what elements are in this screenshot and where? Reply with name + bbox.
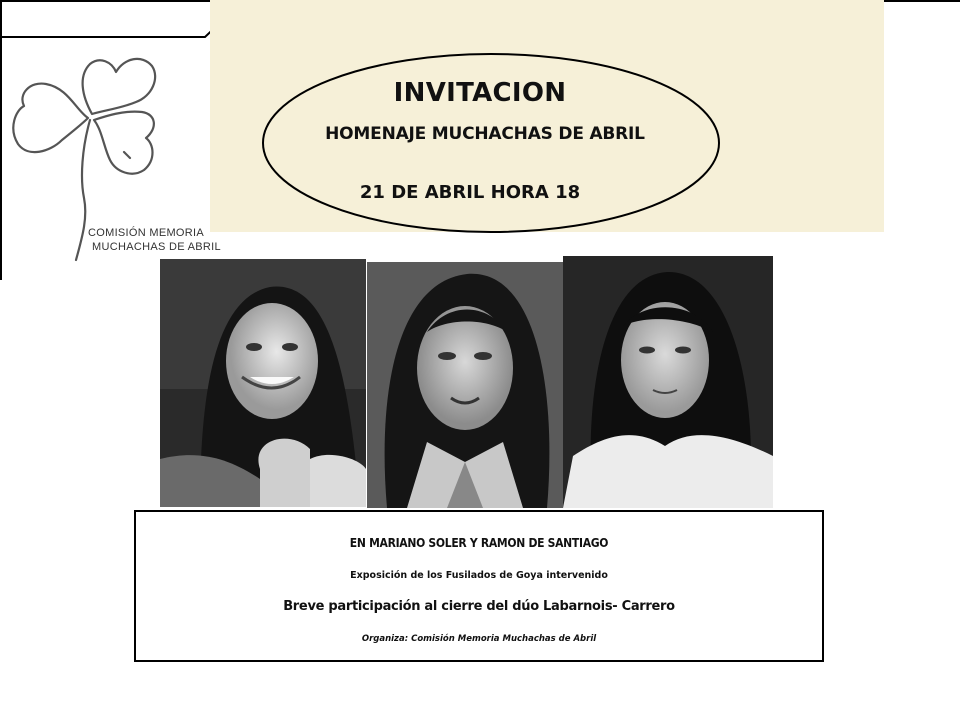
event-location: EN MARIANO SOLER Y RAMON DE SANTIAGO bbox=[349, 536, 609, 550]
event-details-box bbox=[134, 510, 824, 662]
event-datetime: 21 DE ABRIL HORA 18 bbox=[359, 182, 581, 203]
logo-line-1: COMISIÓN MEMORIA bbox=[88, 227, 205, 239]
top-rule bbox=[884, 0, 960, 2]
portrait-photo-3 bbox=[563, 256, 773, 508]
invitation-title: INVITACION bbox=[393, 78, 567, 108]
portrait-photo-2 bbox=[367, 262, 563, 508]
event-subtitle: HOMENAJE MUCHACHAS DE ABRIL bbox=[325, 124, 645, 144]
event-exhibition: Exposición de los Fusilados de Goya intervenido bbox=[350, 570, 608, 581]
event-music: Breve participación al cierre del dúo Labarnois- Carrero bbox=[283, 599, 675, 614]
portrait-photo-1 bbox=[160, 259, 366, 507]
logo-caption bbox=[88, 226, 221, 254]
logo-line-2: MUCHACHAS DE ABRIL bbox=[92, 241, 221, 253]
event-organizer: Organiza: Comisión Memoria Muchachas de Abril bbox=[361, 634, 597, 644]
